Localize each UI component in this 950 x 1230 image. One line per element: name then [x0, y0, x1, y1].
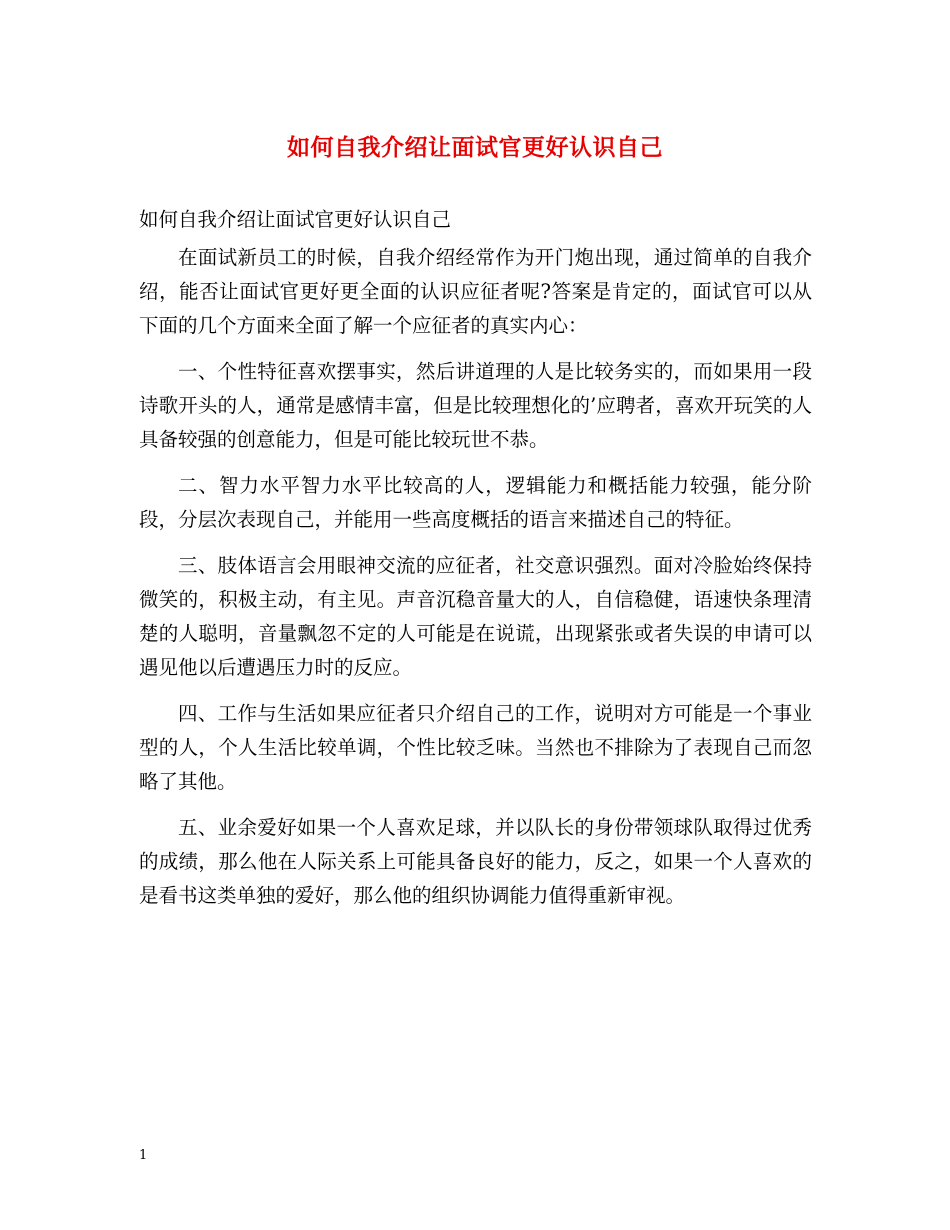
document-body — [139, 203, 812, 925]
document-title: 如何自我介绍让面试官更好认识自己 — [287, 134, 663, 161]
paragraph-intro: 在面试新员工的时候，自我介绍经常作为开门炮出现，通过简单的自我介绍，能否让面试官更好更全面的认识应征者呢?答案是肯定的，面试官可以从下面的几个方面来全面了解一个应征者的真实内心： — [139, 246, 812, 337]
document-subtitle: 如何自我介绍让面试官更好认识自己 — [139, 208, 452, 231]
page-number: 1 — [139, 1148, 148, 1163]
paragraph-personality: 一、个性特征喜欢摆事实，然后讲道理的人是比较务实的，而如果用一段诗歌开头的人，通常是感情丰富，但是比较理想化的’应聘者，喜欢开玩笑的人具备较强的创意能力，但是可能比较玩世不恭。 — [139, 360, 812, 451]
paragraph-hobbies: 五、业余爱好如果一个人喜欢足球，并以队长的身份带领球队取得过优秀的成绩，那么他在人际关系上可能具备良好的能力，反之，如果一个人喜欢的是看书这类单独的爱好，那么他的组织协调能力值得重新审视。 — [139, 816, 812, 907]
paragraph-work-life: 四、工作与生活如果应征者只介绍自己的工作，说明对方可能是一个事业型的人，个人生活比较单调，个性比较乏味。当然也不排除为了表现自己而忽略了其他。 — [139, 702, 812, 793]
paragraph-body-language: 三、肢体语言会用眼神交流的应征者，社交意识强烈。面对冷脸始终保持微笑的，积极主动，有主见。声音沉稳音量大的人，自信稳健，语速快条理清楚的人聪明，音量飘忽不定的人可能是在说谎，出现紧张或者失误的申请可以遇见他以后遭遇压力时的反应。 — [139, 554, 812, 679]
paragraph-intelligence: 二、智力水平智力水平比较高的人，逻辑能力和概括能力较强，能分阶段，分层次表现自己，并能用一些高度概括的语言来描述自己的特征。 — [139, 474, 812, 531]
